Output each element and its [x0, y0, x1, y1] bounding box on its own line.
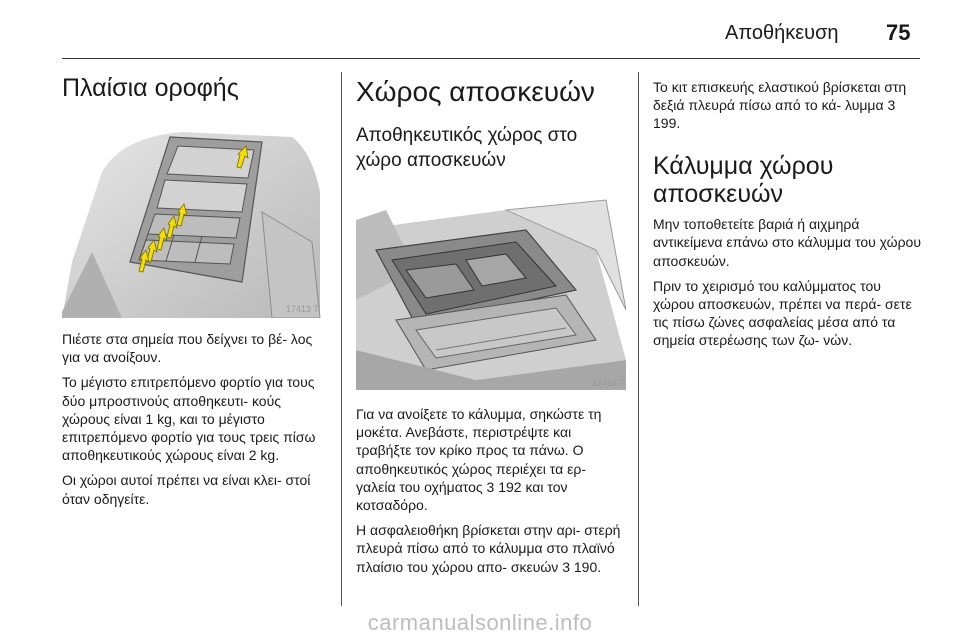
paragraph: Για να ανοίξετε το κάλυμμα, σηκώστε τη μοκέτα. Ανεβάστε, περιστρέψτε και τραβήξτε τον κρίκο προς τα πάνω. Ο αποθηκευτικός χώρος περιέχει τα ερ- γαλεία του οχήματος 3 192 και τον κοτσαδόρο.	[356, 406, 602, 514]
figure-code-17414: 17414 T	[592, 378, 625, 388]
column-divider-1	[341, 72, 342, 606]
roof-panels-figure	[62, 112, 326, 318]
watermark: carmanualsonline.info	[367, 610, 593, 635]
paragraph: Το μέγιστο επιτρεπόμενο φορτίο για τους δύο μπροστινούς αποθηκευτι- κούς χώρους είναι 1 kg, και το μέγιστο επιτρεπόμενο φορτίο για τους τρεις πίσω αποθηκευτικούς χώρους είναι 2 kg.	[62, 374, 316, 464]
paragraph: Το κιτ επισκευής ελαστικού βρίσκεται στη δεξιά πλευρά πίσω από το κά- λυμμα 3 199.	[653, 79, 907, 132]
column-1-body	[62, 330, 332, 515]
section-heading-luggage: Χώρος αποσκευών	[356, 76, 595, 107]
subheading-luggage-storage: Αποθηκευτικός χώρος στο χώρο αποσκευών	[356, 125, 578, 171]
paragraph: Πιέστε στα σημεία που δείχνει το βέ- λος για να ανοίξουν.	[62, 331, 313, 366]
column-2	[356, 76, 626, 174]
paragraph: Πριν το χειρισμό του καλύμματος του χώρου αποσκευών, πρέπει να περά- σετε τις πίσω ζώνες ασφαλείας μέσα από τα σημεία στερέωσης των ζω- νών.	[653, 277, 912, 349]
column-1	[62, 74, 332, 103]
luggage-storage-figure	[356, 190, 626, 390]
section-heading-luggage-cover: Κάλυμμα χώρου αποσκευών	[653, 151, 834, 209]
paragraph: Μην τοποθετείτε βαριά ή αιχμηρά αντικείμενα επάνω στο κάλυμμα του χώρου αποσκευών.	[653, 216, 921, 269]
section-heading-roof-panels: Πλαίσια οροφής	[62, 74, 239, 102]
column-divider-2	[638, 72, 639, 606]
page-number: 75	[886, 20, 911, 45]
figure-code-17413: 17413 T	[286, 304, 319, 314]
header-title: Αποθήκευση	[725, 22, 839, 44]
paragraph: Η ασφαλειοθήκη βρίσκεται στην αρι- στερή πλευρά πίσω από το κάλυμμα στο πλαϊνό πλαίσιο του χώρου απο- σκευών 3 190.	[356, 522, 621, 575]
column-3	[653, 78, 921, 357]
header-rule	[62, 58, 920, 59]
paragraph: Οι χώροι αυτοί πρέπει να είναι κλει- στοί όταν οδηγείτε.	[62, 472, 311, 507]
column-2-body	[356, 405, 626, 583]
